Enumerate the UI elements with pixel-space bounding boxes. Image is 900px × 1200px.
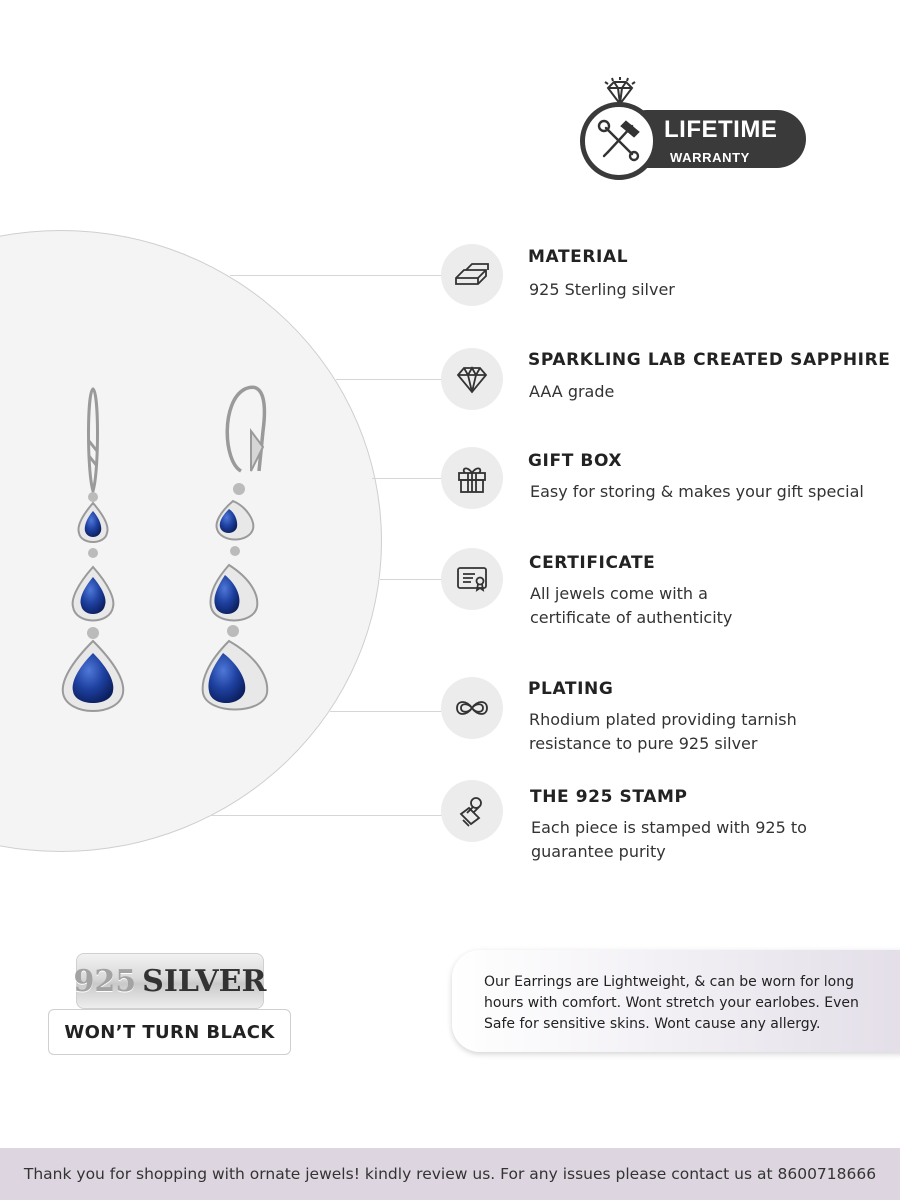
footer-text: Thank you for shopping with ornate jewels! kindly review us. For any issues please contact us at 8600718666: [23, 1165, 877, 1183]
note-line: hours with comfort. Wont stretch your earlobes. Even: [484, 995, 859, 1011]
silver-badge-subtitle: WON’T TURN BLACK: [48, 1009, 291, 1055]
lightweight-note: [452, 950, 900, 1052]
connector-line: [336, 379, 442, 380]
feature-title-stamp: THE 925 STAMP: [530, 787, 688, 807]
feature-desc-stamp: [531, 816, 891, 864]
tools-icon: [594, 116, 644, 166]
gift-box-icon: [441, 447, 503, 509]
warranty-title: LIFETIME: [664, 116, 778, 143]
warranty-subtitle: WARRANTY: [670, 150, 750, 165]
note-line: Safe for sensitive skins. Wont cause any allergy.: [484, 1016, 821, 1032]
connector-line: [210, 815, 442, 816]
connector-line: [372, 478, 442, 479]
silver-badge-number: 925: [73, 963, 137, 999]
feature-desc-line: Each piece is stamped with 925 to: [531, 818, 807, 837]
silver-badge: [73, 953, 267, 1009]
feature-desc-certificate: [530, 582, 890, 630]
footer-banner: [0, 1148, 900, 1200]
feature-desc-line: certificate of authenticity: [530, 608, 733, 627]
feature-title-certificate: CERTIFICATE: [529, 553, 656, 573]
feature-desc-gift-box: Easy for storing & makes your gift special: [530, 482, 864, 501]
stamp-icon: [441, 780, 503, 842]
silver-bar-icon: [441, 244, 503, 306]
silver-badge-word: SILVER: [142, 963, 267, 999]
lifetime-warranty-badge: [578, 76, 810, 186]
feature-desc-sapphire: AAA grade: [529, 382, 615, 401]
note-line: Our Earrings are Lightweight, & can be worn for long: [484, 974, 854, 990]
connector-line: [330, 711, 442, 712]
connector-line: [230, 275, 442, 276]
feature-desc-plating: [529, 708, 889, 756]
feature-desc-line: guarantee purity: [531, 842, 666, 861]
certificate-icon: [441, 548, 503, 610]
feature-desc-line: All jewels come with a: [530, 584, 708, 603]
diamond-icon: [441, 348, 503, 410]
feature-desc-line: resistance to pure 925 silver: [529, 734, 758, 753]
feature-title-material: MATERIAL: [528, 247, 629, 267]
earrings-image: [0, 231, 382, 852]
connector-line: [380, 579, 442, 580]
infinity-icon: [441, 677, 503, 739]
feature-title-plating: PLATING: [528, 679, 614, 699]
feature-desc-line: Rhodium plated providing tarnish: [529, 710, 797, 729]
warranty-circle: [580, 102, 658, 180]
feature-title-sapphire: SPARKLING LAB CREATED SAPPHIRE: [528, 350, 891, 370]
feature-title-gift-box: GIFT BOX: [528, 451, 623, 471]
product-image-circle: [0, 230, 382, 852]
feature-desc-material: 925 Sterling silver: [529, 280, 675, 299]
